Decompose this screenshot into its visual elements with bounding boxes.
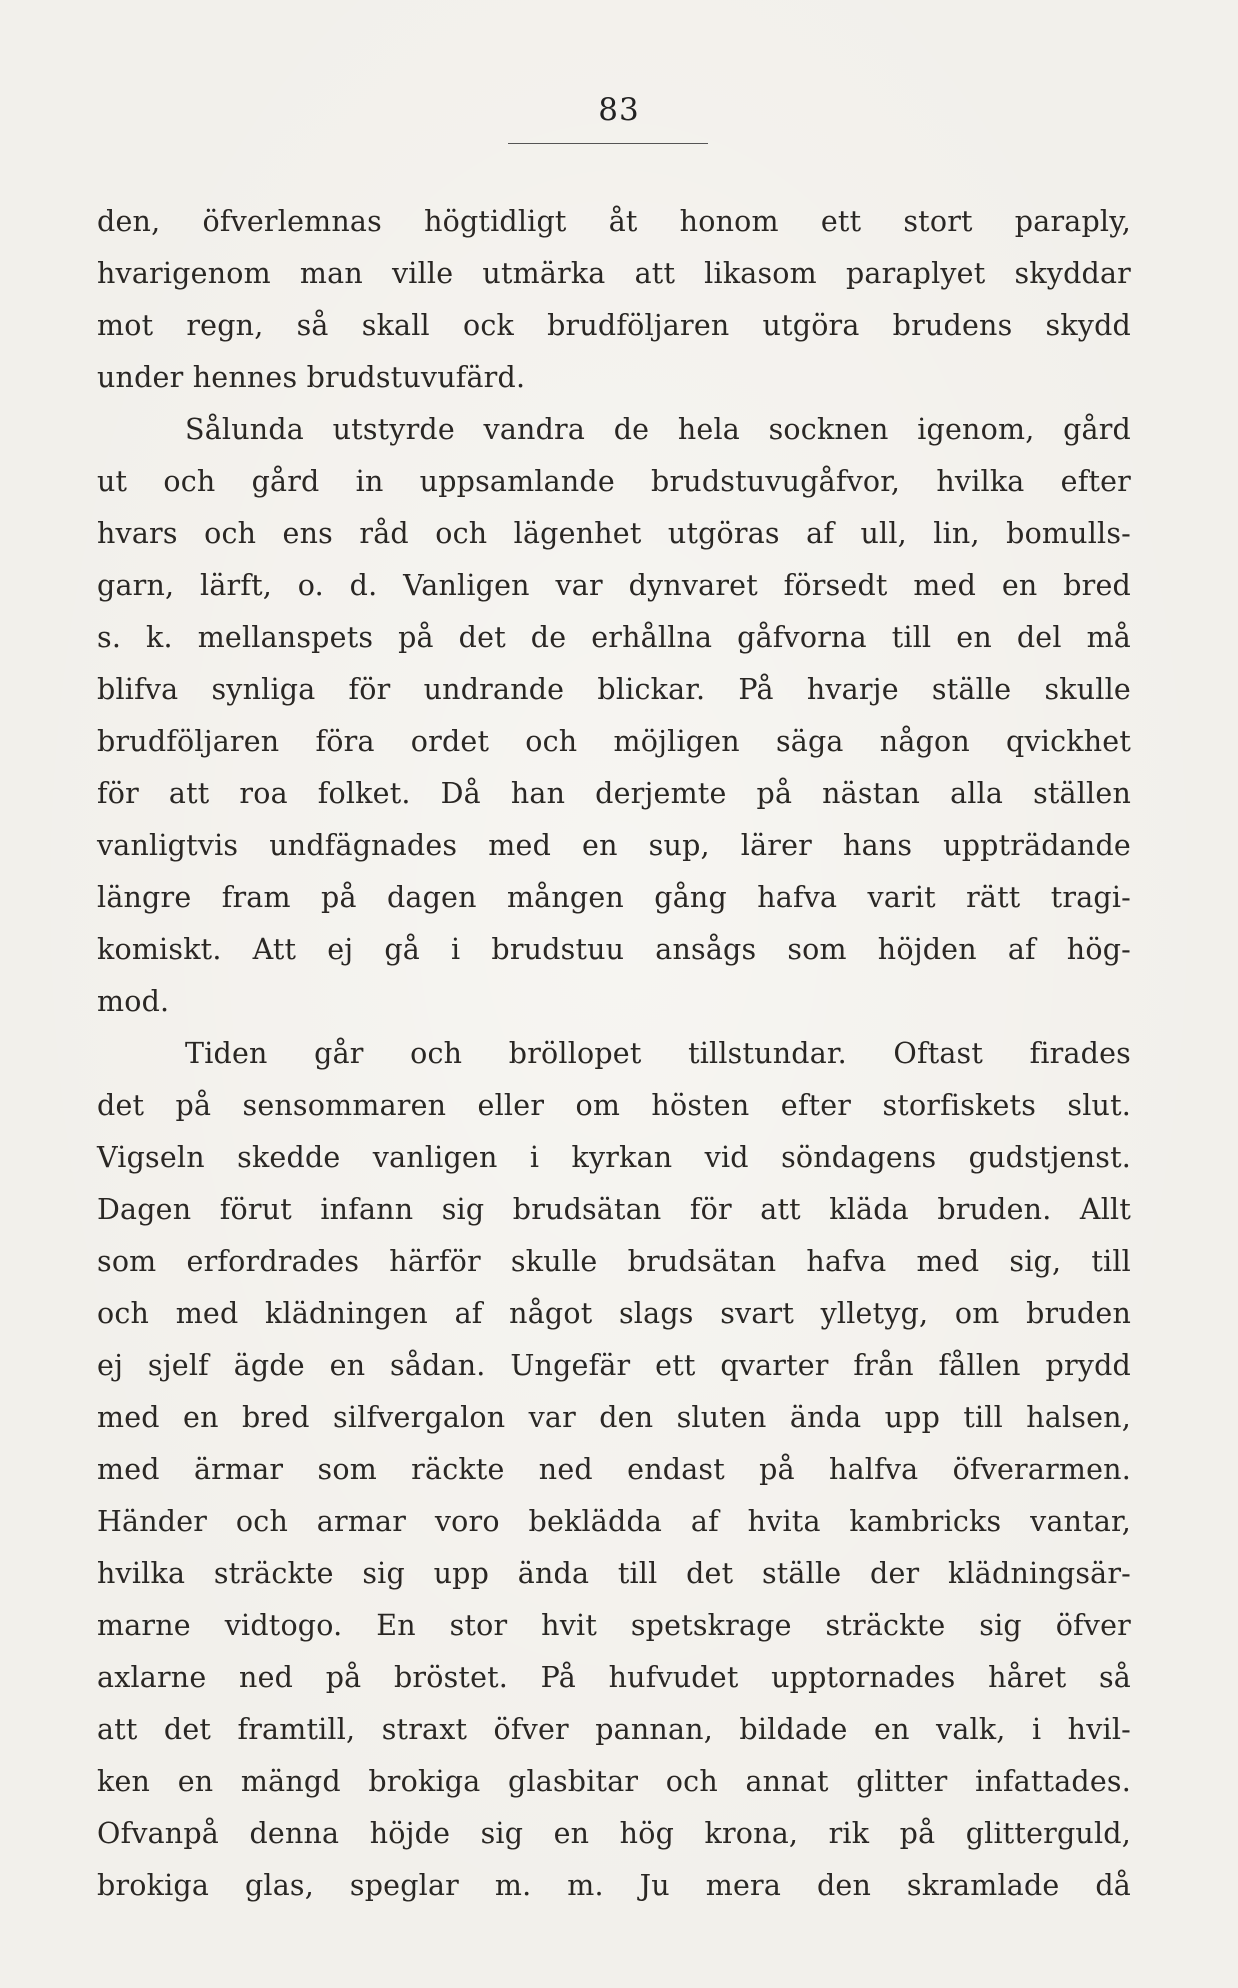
text-line: Händer och armar voro beklädda af hvita kambricks vantar, xyxy=(97,1505,1131,1538)
text-line: och med klädningen af något slags svart ylletyg, om bruden xyxy=(97,1297,1131,1330)
text-line: hvars och ens råd och lägenhet utgöras af ull, lin, bomulls- xyxy=(97,517,1131,550)
text-line: vanligtvis undfägnades med en sup, lärer hans uppträdande xyxy=(97,829,1131,862)
text-line: Dagen förut infann sig brudsätan för att kläda bruden. Allt xyxy=(97,1193,1131,1226)
text-line: längre fram på dagen mången gång hafva varit rätt tragi- xyxy=(97,881,1131,914)
text-line: garn, lärft, o. d. Vanligen var dynvaret försedt med en bred xyxy=(97,569,1131,602)
text-line: brudföljaren föra ordet och möjligen säga någon qvickhet xyxy=(97,725,1131,758)
text-line: med en bred silfvergalon var den sluten ända upp till halsen, xyxy=(97,1401,1131,1434)
text-line: hvilka sträckte sig upp ända till det ställe der klädningsär- xyxy=(97,1557,1131,1590)
body-text xyxy=(97,196,1131,1912)
text-line: Sålunda utstyrde vandra de hela socknen igenom, gård xyxy=(185,413,1131,446)
text-line: mod. xyxy=(97,985,170,1018)
text-line: Ofvanpå denna höjde sig en hög krona, rik på glitterguld, xyxy=(97,1817,1131,1850)
page-number: 83 xyxy=(598,92,640,128)
text-line: att det framtill, straxt öfver pannan, bildade en valk, i hvil- xyxy=(97,1713,1131,1746)
text-line: s. k. mellanspets på det de erhållna gåfvorna till en del må xyxy=(97,621,1131,654)
text-line: Tiden går och bröllopet tillstundar. Oftast firades xyxy=(185,1037,1131,1070)
text-line: axlarne ned på bröstet. På hufvudet upptornades håret så xyxy=(97,1661,1131,1694)
text-line: för att roa folket. Då han derjemte på nästan alla ställen xyxy=(97,777,1131,810)
text-line: ut och gård in uppsamlande brudstuvugåfvor, hvilka efter xyxy=(97,465,1131,498)
text-line: den, öfverlemnas högtidligt åt honom ett stort paraply, xyxy=(97,205,1131,238)
text-line: komiskt. Att ej gå i brudstuu ansågs som höjden af hög- xyxy=(97,933,1131,966)
text-line: Vigseln skedde vanligen i kyrkan vid söndagens gudstjenst. xyxy=(97,1141,1131,1174)
text-line: blifva synliga för undrande blickar. På hvarje ställe skulle xyxy=(97,673,1131,706)
text-line: brokiga glas, speglar m. m. Ju mera den skramlade då xyxy=(97,1869,1131,1902)
text-line: ej sjelf ägde en sådan. Ungefär ett qvarter från fållen prydd xyxy=(97,1349,1131,1382)
text-line: ken en mängd brokiga glasbitar och annat glitter infattades. xyxy=(97,1765,1131,1798)
text-line: det på sensommaren eller om hösten efter storfiskets slut. xyxy=(97,1089,1131,1122)
text-line: som erfordrades härför skulle brudsätan hafva med sig, till xyxy=(97,1245,1131,1278)
text-line: mot regn, så skall ock brudföljaren utgöra brudens skydd xyxy=(97,309,1131,342)
text-line: marne vidtogo. En stor hvit spetskrage sträckte sig öfver xyxy=(97,1609,1131,1642)
header-rule xyxy=(508,143,708,144)
text-line: med ärmar som räckte ned endast på halfva öfverarmen. xyxy=(97,1453,1131,1486)
text-line: under hennes brudstuvufärd. xyxy=(97,361,526,394)
text-line: hvarigenom man ville utmärka att likasom paraplyet skyddar xyxy=(97,257,1131,290)
